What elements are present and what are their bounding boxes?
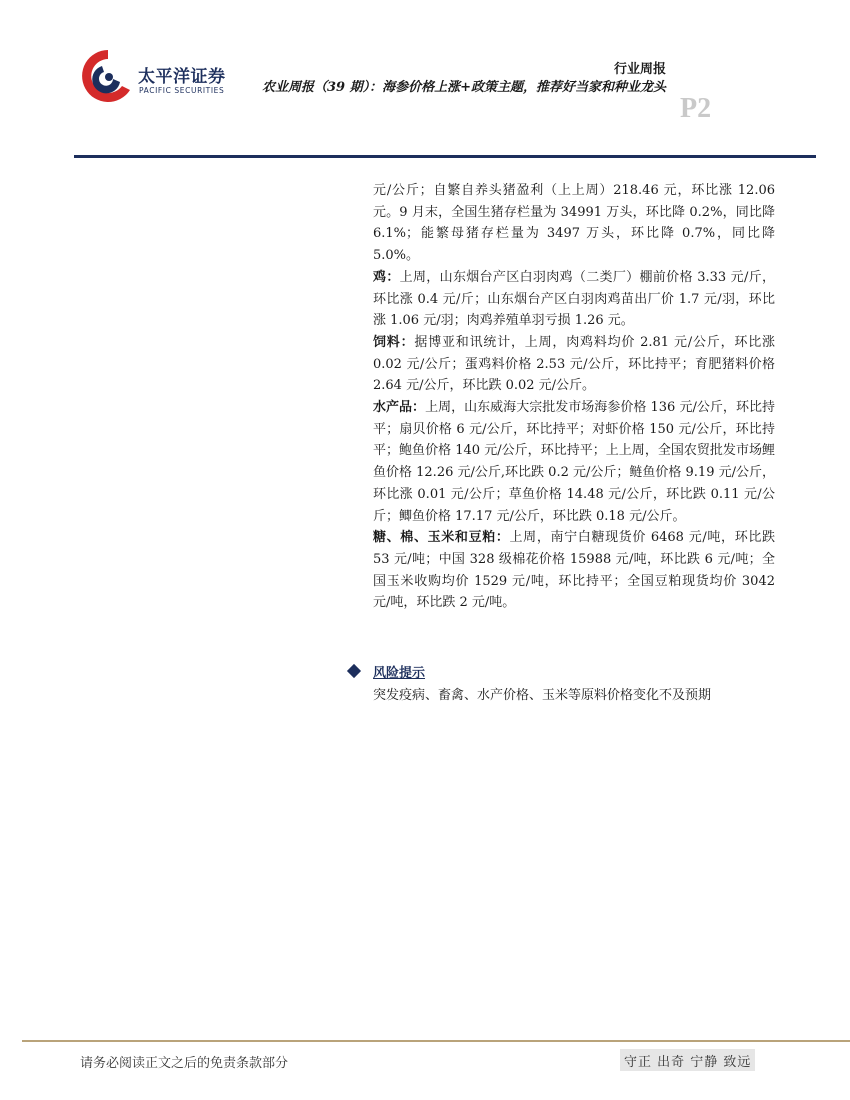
report-title: 农业周报（39 期）：海参价格上涨+政策主题，推荐好当家和种业龙头 [261,80,666,95]
report-body [373,180,775,614]
footer-disclaimer: 请务必阅读正文之后的免责条款部分 [80,1056,289,1071]
company-logo [78,44,248,114]
aquatic-label: 水产品： [373,400,426,416]
aquatic-paragraph [373,397,775,527]
logo-chinese-name: 太平洋证券 [138,67,226,87]
feed-text: 据博亚和讯统计，上周，肉鸡料均价 2.81 元/公斤，环比涨 0.02 元/公斤；蛋鸡料价格 2.53 元/公斤，环比持平；育肥猪料价格 2.64 元/公斤，环比跌 0.02 元/公斤。 [373,334,775,394]
diamond-bullet-icon [347,664,361,678]
report-type: 行业周报 [613,62,666,77]
risk-title: 风险提示 [373,665,426,681]
feed-paragraph [373,332,775,397]
chicken-text: 上周，山东烟台产区白羽肉鸡（二类厂）棚前价格 3.33 元/斤，环比涨 0.4 元/斤；山东烟台产区白羽肉鸡苗出厂价 1.7 元/羽，环比涨 1.06 元/羽；肉鸡养殖单羽亏损 1.26 元。 [373,269,775,329]
risk-heading [346,662,786,680]
pacific-securities-logo-icon [78,46,134,112]
aquatic-text: 上周，山东威海大宗批发市场海参价格 136 元/公斤，环比持平；扇贝价格 6 元/公斤，环比持平；对虾价格 150 元/公斤，环比持平；鲍鱼价格 140 元/公斤，环比持平；上上周，全国农贸批发市场鲤鱼价格 12.26 元/公斤,环比跌 0.2 元/公斤；鲢鱼价格 9.19 元/公斤，环比涨 0.01 元/公斤；草鱼价格 14.48 元/公斤，环比跌 0.11 元/公斤；鲫鱼价格 17.17 元/公斤，环比跌 0.18 元/公斤。 [373,400,775,524]
page-number [680,80,711,127]
sugar-paragraph [373,527,775,614]
chicken-label: 鸡： [373,269,400,285]
logo-english-name: PACIFIC SECURITIES [139,86,225,95]
sugar-label: 糖、棉、玉米和豆粕： [373,530,510,546]
sugar-text: 上周，南宁白糖现货价 6468 元/吨，环比跌 53 元/吨；中国 328 级棉花价格 15988 元/吨，环比跌 6 元/吨；全国玉米收购均价 1529 元/吨，环比持平；全国豆粕现货均价 3042 元/吨，环比跌 2 元/吨。 [373,530,775,611]
footer-divider [22,1040,850,1042]
risk-text: 突发疫病、畜禽、水产价格、玉米等原料价格变化不及预期 [373,688,712,703]
footer-motto: 守正 出奇 宁静 致远 [620,1049,755,1071]
page-number-text: P2 [680,93,712,124]
chicken-paragraph [373,267,775,332]
header-divider [74,155,816,158]
risk-section [346,662,786,706]
feed-label: 饲料： [373,334,415,350]
hog-paragraph: 元/公斤；自繁自养头猪盈利（上上周）218.46 元，环比涨 12.06 元。9 月末，全国生猪存栏量为 34991 万头，环比降 0.2%，同比降 6.1%；能繁母猪存栏量为 3497 万头，环比降 0.7%，同比降 5.0%。 [373,183,775,264]
